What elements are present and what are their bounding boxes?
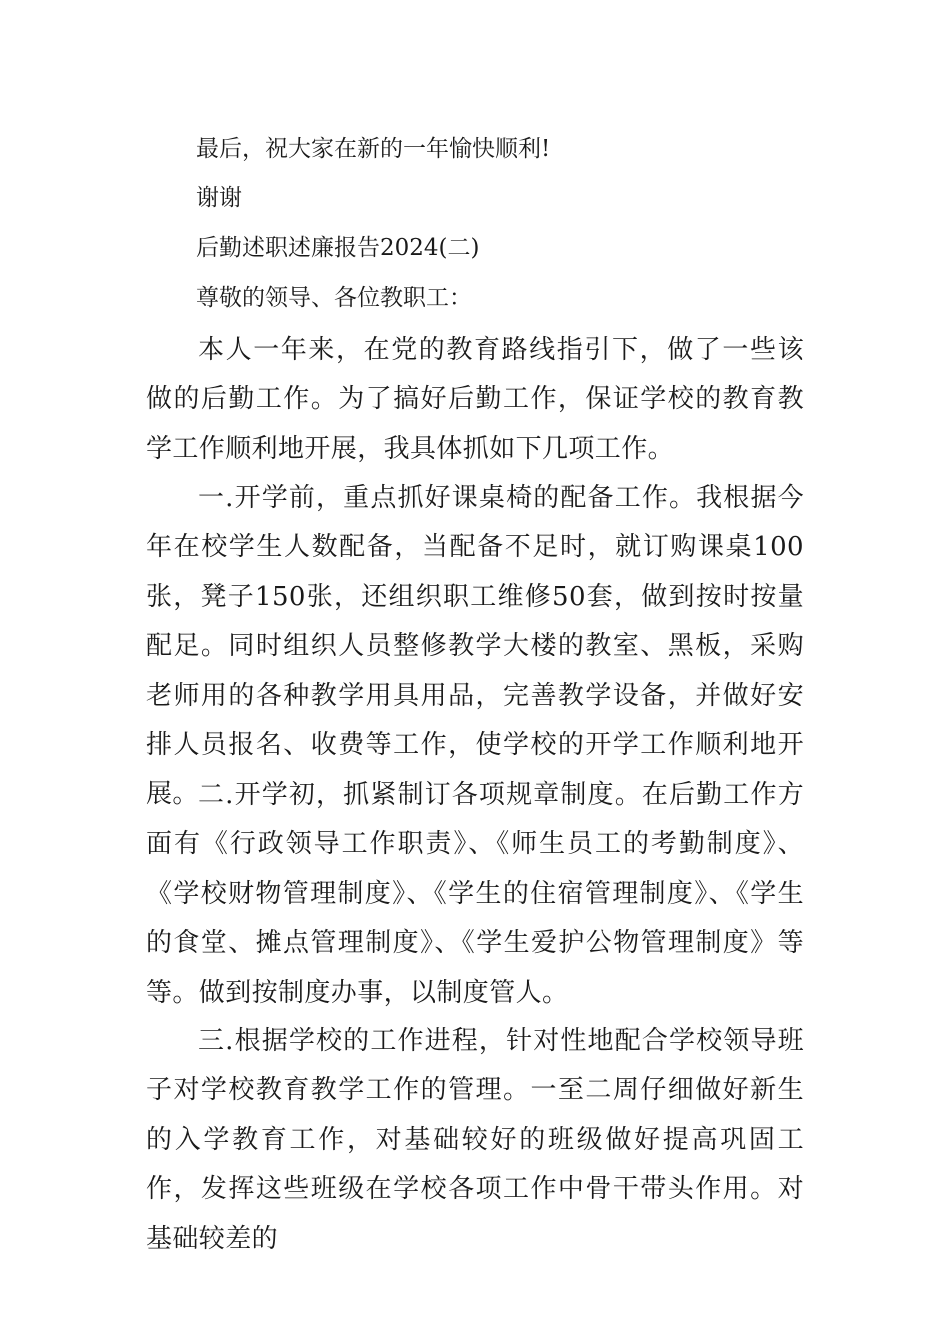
paragraph-intro: 本人一年来，在党的教育路线指引下，做了一些该做的后勤工作。为了搞好后勤工作，保证学校的教育教学工作顺利地开展，我具体抓如下几项工作。 (146, 335, 804, 464)
closing-line: 最后，祝大家在新的一年愉快顺利! (196, 136, 551, 162)
paragraph-two: 二.开学初，抓紧制订各项规章制度。在后勤工作方面有《行政领导工作职责》、《师生员工的考勤制度》、《学校财物管理制度》、《学生的住宿管理制度》、《学生的食堂、摊点管理制度》、《学生爱护公物管理制度》等等。做到按制度办事，以制度管人。 (146, 780, 804, 1008)
paragraph-three: 三.根据学校的工作进程，针对性地配合学校领导班子对学校教育教学工作的管理。一至二周仔细做好新生的入学教育工作，对基础较好的班级做好提高巩固工作，发挥这些班级在学校各项工作中骨干带头作用。对基础较差的 (146, 1026, 804, 1254)
paragraph-one: 一.开学前，重点抓好课桌椅的配备工作。我根据今年在校学生人数配备，当配备不足时，就订购课桌100张，凳子150张，还组织职工维修50套，做到按时按量配足。同时组织人员整修教学大楼的教室、黑板，采购老师用的各种教学用具用品，完善教学设备，并做好安排人员报名、收费等工作，使学校的开学工作顺利地开展。 (146, 483, 804, 810)
report-title: 后勤述职述廉报告2024(二) (196, 235, 480, 261)
thanks-line: 谢谢 (196, 185, 242, 211)
salutation: 尊敬的领导、各位教职工： (196, 285, 472, 311)
